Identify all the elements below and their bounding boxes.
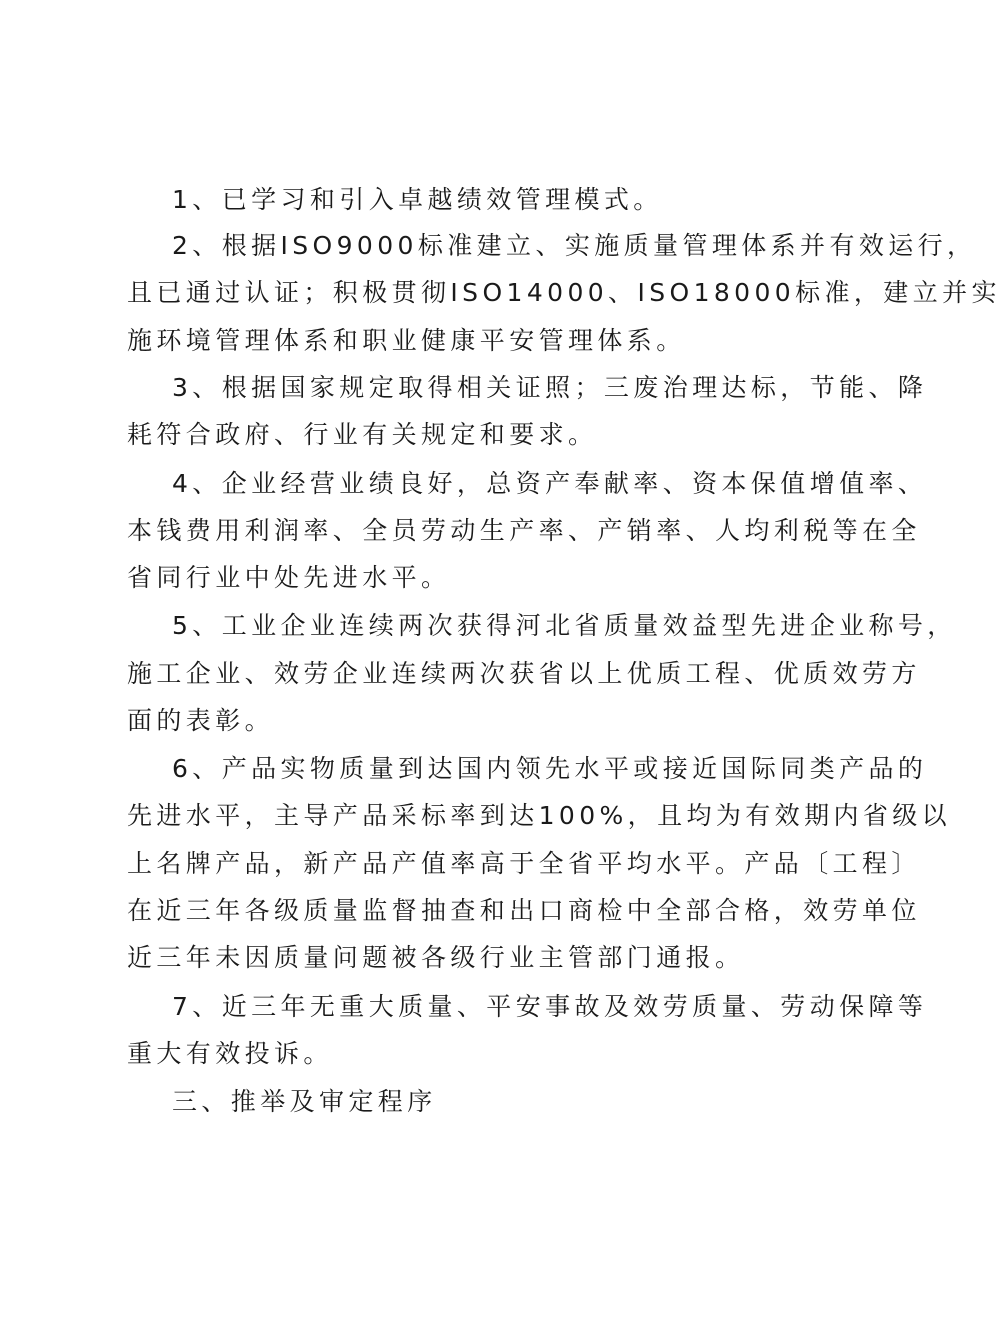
paragraph-7-line-1: 7、近三年无重大质量、平安事故及效劳质量、劳动保障等: [172, 992, 928, 1021]
paragraph-2-line-3: 施环境管理体系和职业健康平安管理体系。: [127, 326, 686, 355]
paragraph-5-line-1: 5、工业企业连续两次获得河北省质量效益型先进企业称号，: [172, 611, 957, 640]
paragraph-6-line-2: 先进水平，主导产品采标率到达100%，且均为有效期内省级以: [127, 801, 952, 830]
paragraph-5-line-3: 面的表彰。: [127, 706, 275, 735]
paragraph-5-line-2: 施工企业、效劳企业连续两次获省以上优质工程、优质效劳方: [127, 659, 921, 688]
paragraph-6-line-3: 上名牌产品，新产品产值率高于全省平均水平。产品〔工程〕: [127, 849, 921, 878]
section-heading: 三、推举及审定程序: [172, 1087, 437, 1116]
paragraph-6-line-4: 在近三年各级质量监督抽查和出口商检中全部合格，效劳单位: [127, 896, 921, 925]
paragraph-7-line-2: 重大有效投诉。: [127, 1039, 333, 1068]
paragraph-6-line-5: 近三年未因质量问题被各级行业主管部门通报。: [127, 943, 745, 972]
paragraph-4-line-2: 本钱费用利润率、全员劳动生产率、产销率、人均利税等在全: [127, 516, 921, 545]
paragraph-2-line-1: 2、根据ISO9000标准建立、实施质量管理体系并有效运行，: [172, 231, 977, 260]
paragraph-1-line-1: 1、已学习和引入卓越绩效管理模式。: [172, 185, 663, 214]
paragraph-6-line-1: 6、产品实物质量到达国内领先水平或接近国际同类产品的: [172, 754, 928, 783]
paragraph-3-line-2: 耗符合政府、行业有关规定和要求。: [127, 420, 598, 449]
paragraph-4-line-3: 省同行业中处先进水平。: [127, 563, 451, 592]
paragraph-2-line-2: 且已通过认证；积极贯彻ISO14000、ISO18000标准，建立并实: [127, 278, 1001, 307]
paragraph-3-line-1: 3、根据国家规定取得相关证照；三废治理达标，节能、降: [172, 373, 928, 402]
paragraph-4-line-1: 4、企业经营业绩良好，总资产奉献率、资本保值增值率、: [172, 469, 928, 498]
